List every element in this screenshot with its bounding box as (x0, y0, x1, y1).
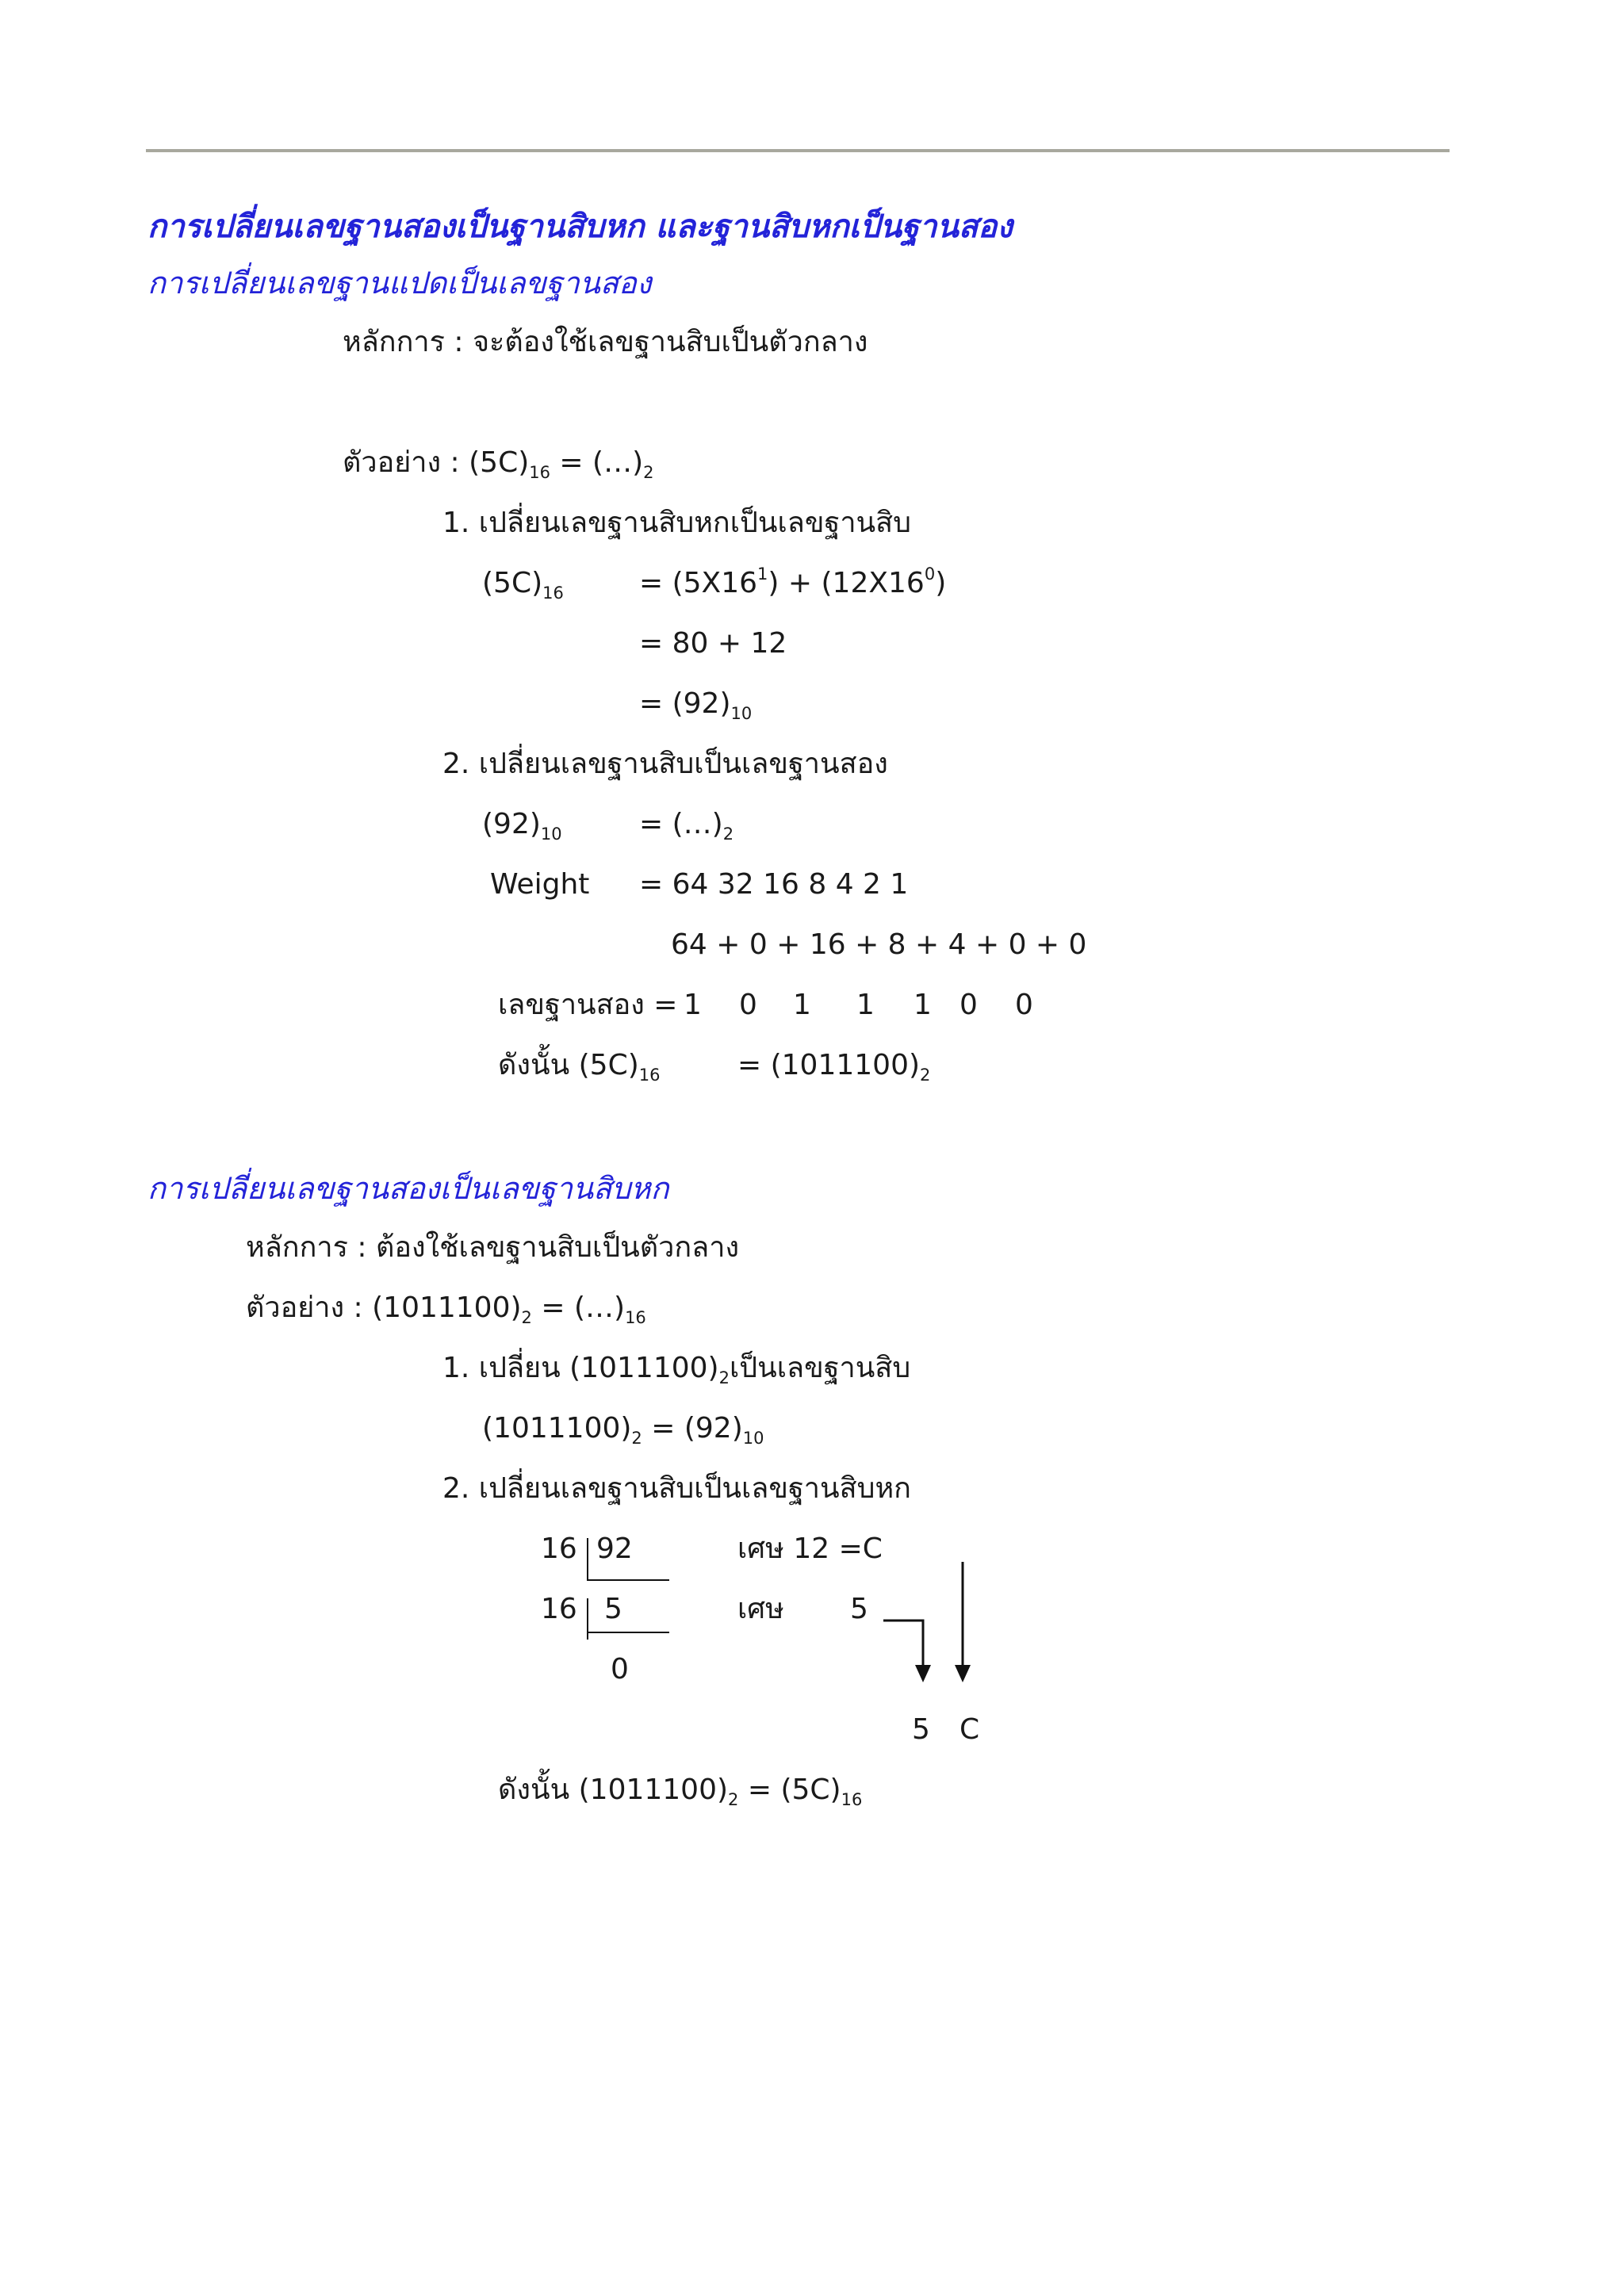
result-value-text: = (1011100) (737, 1049, 921, 1081)
section2-principle: หลักการ : ต้องใช้เลขฐานสิบเป็นตัวกลาง (246, 1231, 740, 1264)
example-mid: = (…) (531, 1292, 626, 1324)
hex-digit: 5 (912, 1713, 930, 1746)
binary-digit: 1 (914, 989, 932, 1021)
division-divisor: 16 (541, 1533, 577, 1565)
sum-line: 64 + 0 + 16 + 8 + 4 + 0 + 0 (671, 928, 1087, 961)
step2-lhs-sub: 10 (540, 825, 562, 844)
eq-part: = (92) (642, 1412, 743, 1445)
result-value-sub: 2 (920, 1066, 931, 1085)
weight-values: = 64 32 16 8 4 2 1 (639, 868, 909, 901)
binary-digit: 1 (856, 989, 875, 1021)
eq-sup: 0 (924, 564, 936, 584)
section1-principle: หลักการ : จะต้องใช้เลขฐานสิบเป็นตัวกลาง (343, 326, 868, 358)
section1-step1: 1. เปลี่ยนเลขฐานสิบหกเป็นเลขฐานสิบ (442, 507, 911, 539)
eq-part: = (…) (639, 808, 723, 840)
example-mid: = (…) (550, 446, 644, 479)
hex-digit: C (959, 1713, 980, 1746)
step1-lhs-sub: 16 (542, 584, 564, 603)
eq-part: = (5X16 (639, 567, 758, 599)
arrowhead-icon (955, 1665, 971, 1682)
section2-heading: การเปลี่ยนเลขฐานสองเป็นเลขฐานสิบหก (147, 1171, 669, 1206)
step-text: 1. เปลี่ยน (1011100) (442, 1352, 719, 1384)
example-label: ตัวอย่าง : (1011100) (246, 1292, 522, 1324)
example-sub: 2 (643, 463, 654, 482)
example-sub: 16 (529, 463, 550, 482)
eq-sub: 10 (730, 704, 753, 723)
section2-step2: 2. เปลี่ยนเลขฐานสิบเป็นเลขฐานสิบหก (442, 1472, 911, 1505)
division-remainder-value: 5 (850, 1593, 868, 1625)
binary-digit: 0 (739, 989, 757, 1021)
eq-sub: 2 (631, 1429, 642, 1448)
section1-step2: 2. เปลี่ยนเลขฐานสิบเป็นเลขฐานสอง (442, 748, 888, 780)
result-text: ดังนั้น (1011100) (498, 1774, 729, 1806)
division-remainder: เศษ (737, 1593, 784, 1625)
division-divisor: 16 (541, 1593, 577, 1625)
result-sub: 2 (728, 1790, 739, 1809)
example-sub: 2 (521, 1308, 532, 1327)
eq-part: ) + (12X16 (768, 567, 925, 599)
division-remainder: เศษ 12 =C (737, 1533, 883, 1565)
binary-digit: 1 (793, 989, 811, 1021)
arrowhead-icon (915, 1665, 931, 1682)
binary-digit: 0 (959, 989, 978, 1021)
weight-label: Weight (490, 868, 590, 901)
binary-digit: 0 (1015, 989, 1033, 1021)
step1-lhs-text: (5C) (482, 567, 543, 599)
eq-sub: 10 (742, 1429, 764, 1448)
result-sub: 16 (841, 1790, 863, 1809)
example-label: ตัวอย่าง : (5C) (343, 446, 530, 479)
division-dividend: 5 (604, 1593, 622, 1625)
binary-digit: 1 (684, 989, 702, 1021)
step2-lhs-text: (92) (482, 808, 541, 840)
step1-eq2: = 80 + 12 (639, 627, 787, 660)
example-sub: 16 (625, 1308, 646, 1327)
section2-result (498, 1774, 863, 1809)
division-dividend: 92 (596, 1533, 633, 1565)
eq-part: = (92) (639, 687, 731, 720)
result-text: = (5C) (738, 1774, 841, 1806)
step-sub: 2 (718, 1368, 730, 1387)
result-label-sub: 16 (638, 1066, 661, 1085)
result-label-text: ดังนั้น (5C) (498, 1049, 639, 1081)
division-quotient: 0 (611, 1653, 629, 1686)
eq-part: ) (935, 567, 947, 599)
page-title: การเปลี่ยนเลขฐานสองเป็นฐานสิบหก และฐานสิบหกเป็นฐานสอง (147, 209, 1013, 245)
eq-sup: 1 (757, 564, 768, 584)
step-text: เป็นเลขฐานสิบ (729, 1352, 911, 1384)
binary-label: เลขฐานสอง = (498, 989, 678, 1021)
eq-sub: 2 (722, 825, 734, 844)
eq-part: (1011100) (482, 1412, 632, 1445)
section1-heading: การเปลี่ยนเลขฐานแปดเป็นเลขฐานสอง (147, 266, 652, 300)
